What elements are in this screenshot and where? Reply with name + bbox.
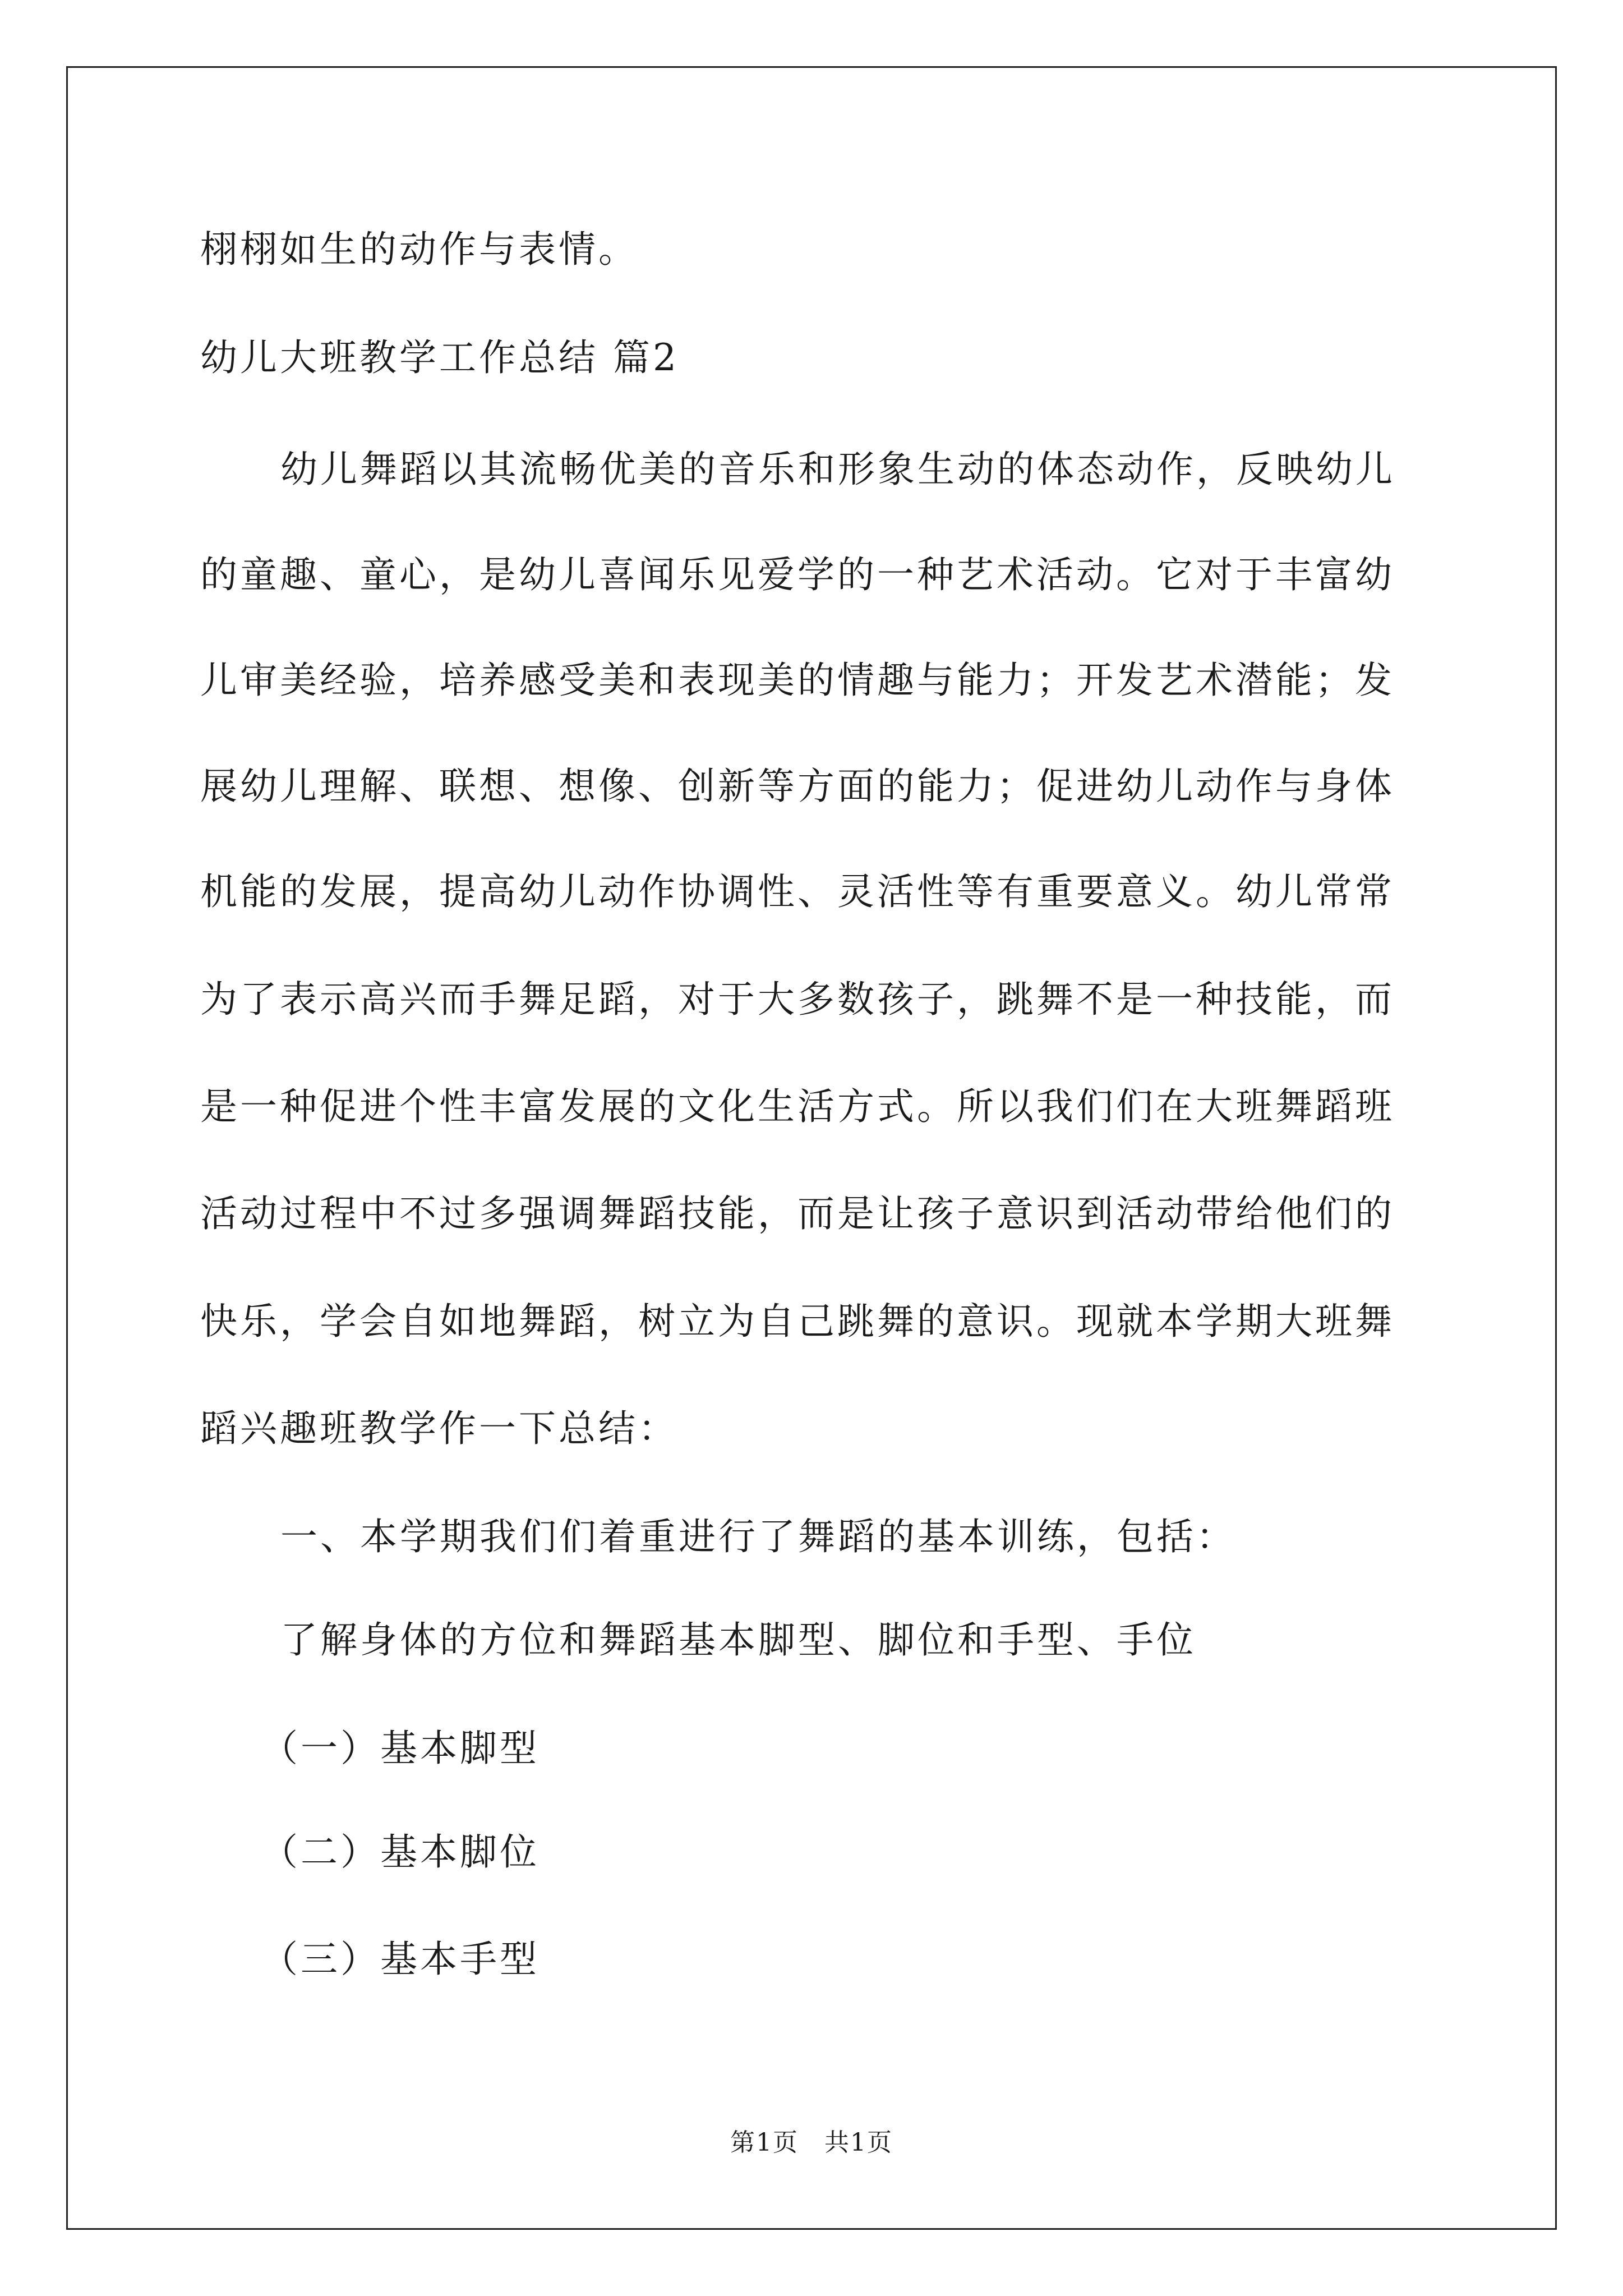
page-frame [66,66,1557,2230]
list-item: （三）基本手型 [261,1938,540,1981]
paragraph-line: 幼儿舞蹈以其流畅优美的音乐和形象生动的体态动作，反映幼儿 [280,448,1395,491]
section-heading: 幼儿大班教学工作总结 篇2 [200,336,679,379]
paragraph-line: 为了表示高兴而手舞足蹈，对于大多数孩子，跳舞不是一种技能，而 [200,978,1395,1021]
paragraph-line: 蹈兴趣班教学作一下总结： [200,1407,678,1450]
paragraph-line: 的童趣、童心，是幼儿喜闻乐见爱学的一种艺术活动。它对于丰富幼 [200,553,1395,596]
paragraph-line: 儿审美经验，培养感受美和表现美的情趣与能力；开发艺术潜能；发 [200,659,1395,702]
page-number-footer: 第1页 共1页 [730,2128,893,2157]
text-line-continuation: 栩栩如生的动作与表情。 [200,228,638,271]
list-item: （二）基本脚位 [261,1830,540,1874]
paragraph-line: 是一种促进个性丰富发展的文化生活方式。所以我们们在大班舞蹈班 [200,1085,1395,1128]
list-heading: 一、本学期我们们着重进行了舞蹈的基本训练，包括： [280,1515,1236,1558]
paragraph-line: 了解身体的方位和舞蹈基本脚型、脚位和手型、手位 [280,1618,1196,1662]
paragraph-line: 机能的发展，提高幼儿动作协调性、灵活性等有重要意义。幼儿常常 [200,870,1395,913]
paragraph-line: 快乐，学会自如地舞蹈，树立为自己跳舞的意识。现就本学期大班舞 [200,1300,1395,1343]
list-item: （一）基本脚型 [261,1727,540,1770]
paragraph-line: 展幼儿理解、联想、想像、创新等方面的能力；促进幼儿动作与身体 [200,765,1395,808]
paragraph-line: 活动过程中不过多强调舞蹈技能，而是让孩子意识到活动带给他们的 [200,1192,1395,1235]
